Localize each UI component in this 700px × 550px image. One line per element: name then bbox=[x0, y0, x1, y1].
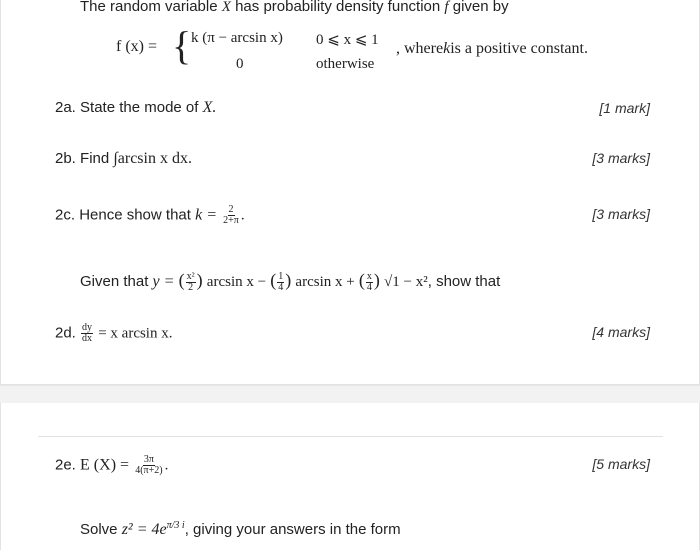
question-2c-numerator: 2 bbox=[228, 204, 234, 215]
question-2c-math-lhs: k = bbox=[195, 206, 217, 224]
pdf-tail-rest: is a positive constant. bbox=[450, 40, 588, 57]
question-2a-math: X. bbox=[202, 99, 217, 116]
question-2a-marks: [1 mark] bbox=[599, 100, 650, 116]
given-fn-2: arcsin x + bbox=[295, 274, 355, 290]
panel-separator bbox=[0, 385, 700, 404]
pdf-case1-expr: k (π − arcsin x) bbox=[191, 30, 283, 46]
intro-text-before: The random variable bbox=[80, 0, 218, 15]
question-2b bbox=[55, 150, 192, 168]
given-fraction-2-den: 4 bbox=[278, 281, 284, 293]
question-2e-math-lhs: E (X) = bbox=[80, 456, 130, 474]
divider-line bbox=[38, 436, 663, 437]
question-2b-math: ∫arcsin x dx. bbox=[113, 150, 192, 167]
given-fraction-2-num: 1 bbox=[278, 270, 284, 282]
pdf-tail-comma: , bbox=[396, 40, 400, 57]
given-line bbox=[80, 270, 500, 293]
given-paren-close-3: ) bbox=[373, 270, 380, 290]
pdf-tail-where: where bbox=[404, 40, 444, 57]
given-paren-open-1: ( bbox=[178, 270, 185, 290]
question-2a-text: State the mode of bbox=[80, 99, 199, 116]
question-2e-label: 2e. bbox=[55, 456, 76, 474]
given-text-start: Given that bbox=[80, 273, 149, 290]
solve-exponent: π/3 i bbox=[166, 520, 185, 531]
given-fraction-1-den: 2 bbox=[188, 281, 194, 293]
solve-line bbox=[80, 520, 401, 539]
question-2d-denominator: dx bbox=[82, 333, 93, 344]
question-2d-label: 2d. bbox=[55, 324, 76, 342]
question-2e-tail: . bbox=[164, 457, 169, 474]
given-paren-open-3: ( bbox=[358, 270, 365, 290]
given-fraction-1-num: x² bbox=[186, 270, 195, 282]
question-2c bbox=[55, 205, 245, 226]
question-2b-label: 2b. bbox=[55, 150, 76, 167]
question-2e-denominator: 4(π+2) bbox=[135, 465, 163, 476]
given-fn-3: √1 − x² bbox=[384, 274, 428, 290]
question-2a-label: 2a. bbox=[55, 99, 76, 116]
question-2e-fraction bbox=[134, 455, 163, 476]
intro-text-after: given by bbox=[452, 0, 509, 15]
pdf-case2-condition: otherwise bbox=[316, 56, 375, 72]
given-fraction-1 bbox=[186, 272, 196, 293]
intro-line bbox=[80, 0, 509, 16]
question-2b-marks: [3 marks] bbox=[592, 150, 650, 166]
question-2e-numerator: 3π bbox=[143, 454, 154, 465]
given-fraction-2 bbox=[277, 272, 284, 293]
given-fraction-3-den: 4 bbox=[366, 281, 372, 293]
pdf-tail bbox=[396, 40, 588, 58]
pdf-case1-condition: 0 ⩽ x ⩽ 1 bbox=[316, 32, 379, 48]
question-2c-denominator: 2+π bbox=[223, 215, 239, 226]
given-text-end: , show that bbox=[427, 273, 501, 290]
given-fraction-3-num: x bbox=[366, 270, 372, 282]
given-fraction-3 bbox=[366, 272, 373, 293]
given-paren-open-2: ( bbox=[270, 270, 277, 290]
given-fn-1: arcsin x − bbox=[206, 274, 267, 290]
question-2c-text: Hence show that bbox=[79, 206, 191, 224]
given-y-eq: y = bbox=[152, 273, 175, 290]
question-2d-marks: [4 marks] bbox=[592, 324, 650, 340]
intro-var-f: f bbox=[444, 0, 449, 15]
pdf-tail-k: k bbox=[443, 40, 451, 57]
solve-text-start: Solve bbox=[80, 521, 118, 538]
pdf-case2-expr: 0 bbox=[236, 56, 244, 72]
question-2c-label: 2c. bbox=[55, 206, 76, 224]
question-2a bbox=[55, 99, 216, 117]
question-2c-tail: . bbox=[240, 207, 245, 224]
given-paren-close-2: ) bbox=[285, 270, 292, 290]
given-paren-close-1: ) bbox=[196, 270, 203, 290]
solve-lhs: z² = 4e bbox=[121, 521, 167, 538]
intro-text-middle: has probability density function bbox=[235, 0, 441, 15]
question-2c-fraction bbox=[222, 205, 240, 226]
pdf-brace: { bbox=[172, 23, 192, 68]
question-2d-math: = x arcsin x. bbox=[98, 325, 173, 342]
solve-text-end: , giving your answers in the form bbox=[184, 521, 401, 538]
pdf-lhs: f (x) = bbox=[116, 38, 158, 55]
question-2d bbox=[55, 323, 172, 344]
question-2e bbox=[55, 455, 168, 476]
question-2b-text: Find bbox=[80, 150, 110, 167]
intro-var-x: X bbox=[221, 0, 231, 15]
question-2d-fraction bbox=[81, 323, 93, 344]
question-2d-numerator: dy bbox=[82, 322, 93, 333]
question-2e-marks: [5 marks] bbox=[592, 456, 650, 472]
question-2c-marks: [3 marks] bbox=[592, 206, 650, 222]
